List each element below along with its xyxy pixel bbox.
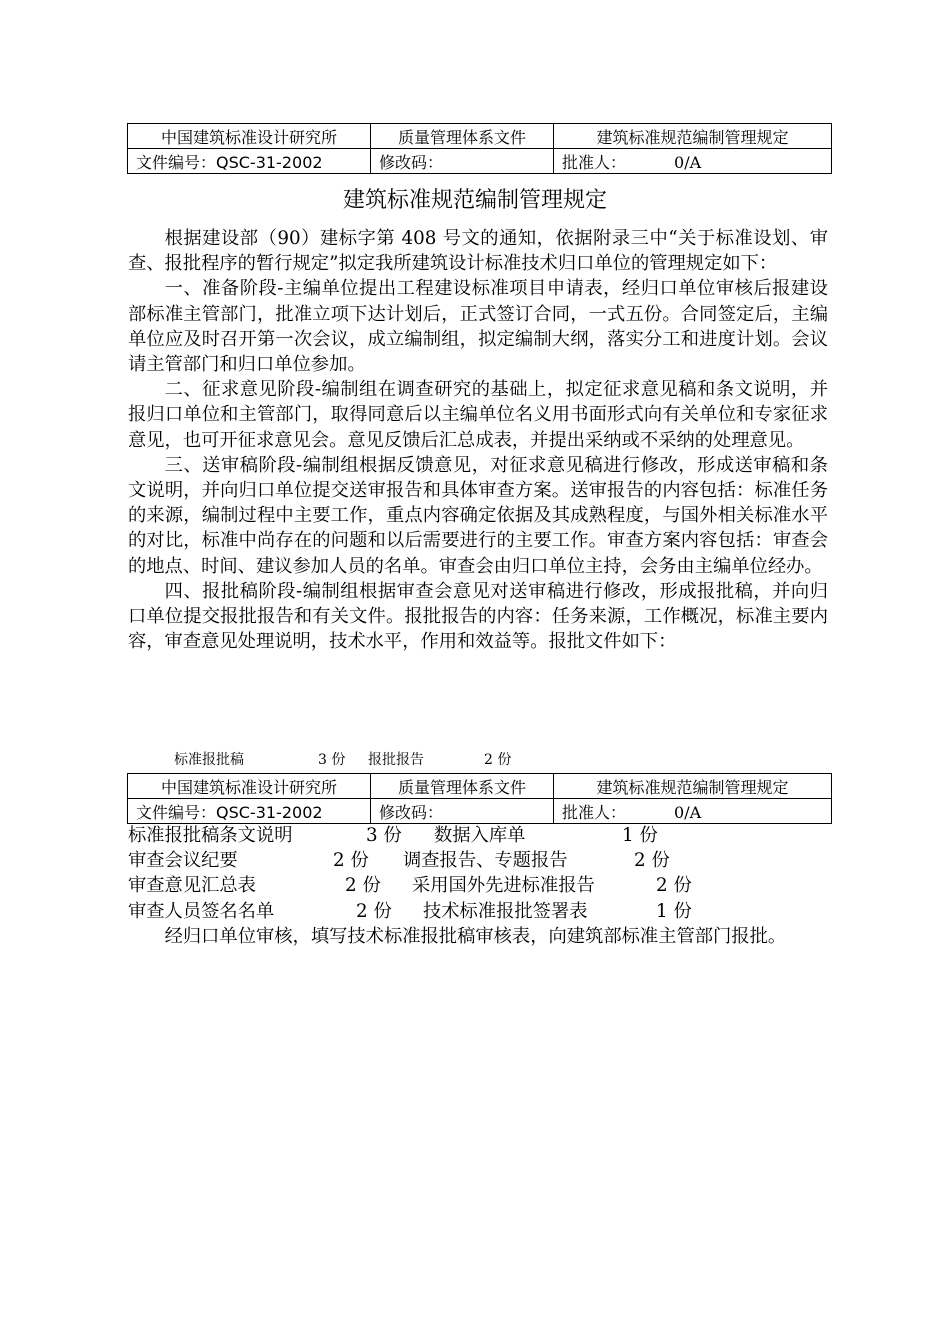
header-version: 0/A: [674, 152, 702, 172]
list-item: [128, 848, 692, 873]
list-item-name: 调查报告、专题报告: [403, 850, 568, 872]
list-item-count: 2 份: [345, 875, 381, 897]
body-text: [128, 226, 828, 654]
header-doc-title: 建筑标准规范编制管理规定: [554, 774, 832, 799]
header-version: 0/A: [674, 802, 702, 822]
list-item-count: 3 份: [366, 825, 402, 846]
header-system: 质量管理体系文件: [371, 124, 554, 149]
header-approver: 批准人：: [562, 802, 627, 822]
paragraph-stage-1: 一、准备阶段-主编单位提出工程建设标准项目申请表，经归口单位审核后报建设部标准主管部门，批准立项下达计划后，正式签订合同，一式五份。合同签定后，主编单位应及时召开第一次会议，成立编制组，拟定编制大纲，落实分工和进度计划。会议请主管部门和归口单位参加。: [128, 278, 828, 376]
header-approver: 批准人：: [562, 152, 627, 172]
header-table-top: [127, 123, 832, 174]
header-doc-title: 建筑标准规范编制管理规定: [554, 124, 832, 149]
header-revision: 修改码：: [371, 149, 554, 174]
list-item-name: 审查人员签名名单: [128, 900, 275, 922]
header-system: 质量管理体系文件: [371, 774, 554, 799]
header-revision: 修改码：: [371, 799, 554, 824]
small-item-c: 报批报告: [368, 752, 424, 768]
paragraph-closing: 经归口单位审核，填写技术标准报批稿审核表，向建筑部标准主管部门报批。: [164, 926, 787, 947]
paragraph-intro: 根据建设部（90）建标字第 408 号文的通知，依据附录三中“关于标准设划、审查、报批程序的暂行规定”拟定我所建筑设计标准技术归口单位的管理规定如下：: [128, 228, 828, 275]
list-item-name: 数据入库单: [434, 825, 526, 846]
list-item-name: 采用国外先进标准报告: [412, 875, 595, 897]
document-list: [128, 823, 692, 924]
paragraph-stage-3: 三、送审稿阶段-编制组根据反馈意见，对征求意见稿进行修改，形成送审稿和条文说明，并向归口单位提交送审报告和具体审查方案。送审报告的内容包括：标准任务的来源，编制过程中主要工作，重点内容确定依据及其成熟程度，与国外相关标准水平的对比，标准中尚存在的问题和以后需要进行的主要工作。审查方案内容包括：审查会的地点、时间、建议参加人员的名单。审查会由归口单位主持，会务由主编单位经办。: [128, 454, 828, 577]
list-item-name: 标准报批稿条文说明: [128, 825, 293, 846]
list-item-count: 2 份: [356, 900, 392, 922]
list-item: [128, 899, 692, 924]
header-org: 中国建筑标准设计研究所: [128, 124, 371, 149]
list-item: [128, 873, 692, 898]
closing-text: [128, 924, 828, 949]
list-item-count: 2 份: [333, 850, 369, 872]
header-table-repeat: [127, 773, 832, 824]
list-item-name: 审查会议纪要: [128, 850, 238, 872]
list-item-count: 1 份: [622, 825, 658, 846]
page-title: 建筑标准规范编制管理规定: [342, 188, 607, 213]
small-item-d: 2 份: [484, 752, 512, 768]
header-org: 中国建筑标准设计研究所: [128, 774, 371, 799]
list-item-name: 技术标准报批签署表: [423, 900, 588, 922]
list-item-count: 2 份: [656, 875, 692, 897]
small-item-b: 3 份: [318, 752, 346, 768]
list-item-count: 2 份: [634, 850, 670, 872]
paragraph-stage-4: 四、报批稿阶段-编制组根据审查会意见对送审稿进行修改，形成报批稿，并向归口单位提交报批报告和有关文件。报批报告的内容：任务来源，工作概况，标准主要内容，审查意见处理说明，技术水平，作用和效益等。报批文件如下：: [128, 580, 828, 653]
header-approver-cell: [554, 799, 832, 824]
paragraph-stage-2: 二、征求意见阶段-编制组在调查研究的基础上，拟定征求意见稿和条文说明，并报归口单位和主管部门，取得同意后以主编单位名义用书面形式向有关单位和专家征求意见，也可开征求意见会。意见反馈后汇总成表，并提出采纳或不采纳的处理意见。: [128, 379, 828, 451]
list-item-name: 审查意见汇总表: [128, 875, 256, 897]
small-list-line: [174, 750, 511, 770]
header-approver-cell: [554, 149, 832, 174]
list-item-count: 1 份: [656, 900, 692, 922]
header-file-no: 文件编号：QSC-31-2002: [128, 149, 371, 174]
header-file-no: 文件编号：QSC-31-2002: [128, 799, 371, 824]
list-item: [128, 823, 692, 848]
small-item-a: 标准报批稿: [174, 752, 244, 768]
